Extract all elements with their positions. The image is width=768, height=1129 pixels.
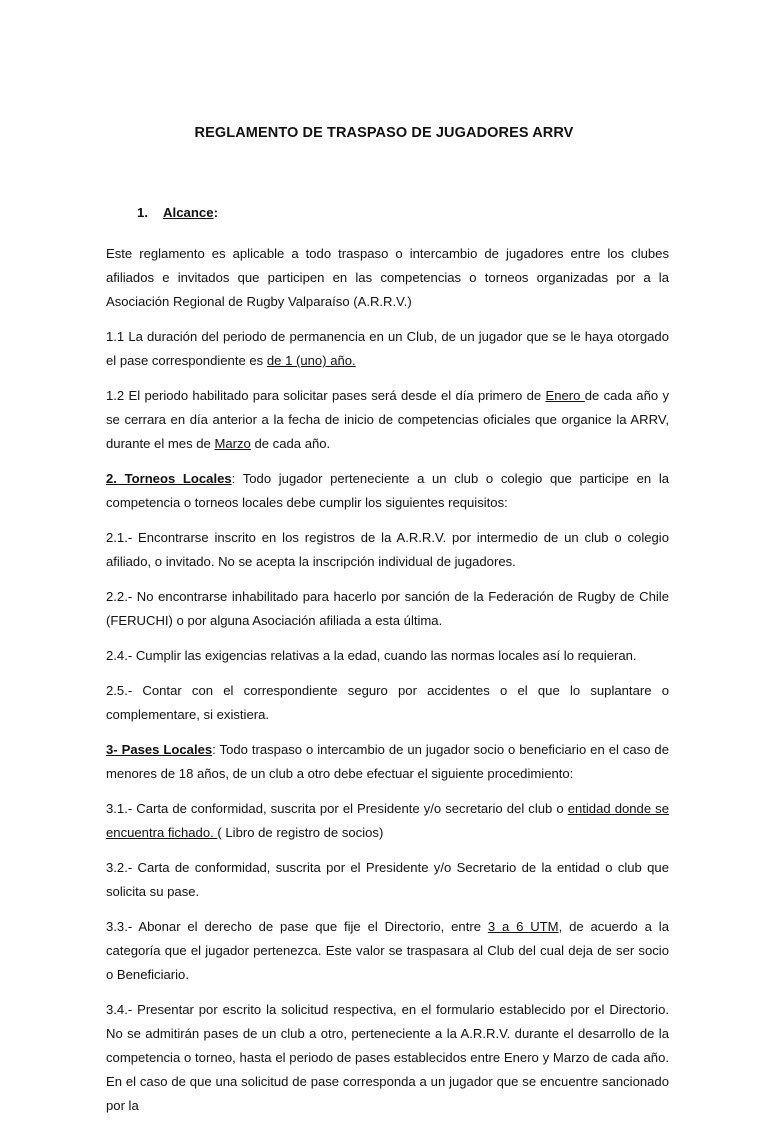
- section-suffix: :: [213, 205, 218, 220]
- underlined-text: Marzo: [214, 436, 251, 451]
- underlined-text: 3 a 6 UTM: [487, 919, 559, 934]
- paragraph-text: 3.3.- Abonar el derecho de pase que fije el Directorio, entre: [106, 919, 488, 934]
- paragraph-text: 2.2.- No encontrarse inhabilitado para hacerlo por sanción de la Federación de Rugby de Chile (FERUCHI) o por alguna Asociación afiliada a esta última.: [106, 589, 669, 628]
- paragraph: [106, 856, 669, 904]
- section-label: Alcance: [163, 205, 214, 220]
- paragraph-text: 2.5.- Contar con el correspondiente seguro por accidentes o el que lo suplantare o complementare, si existiera.: [106, 683, 669, 722]
- paragraph-text: de cada año y se cerrara en día anterior a la fecha de inicio de competencias oficiales que organice la ARRV, durante el mes de: [106, 388, 669, 451]
- paragraph: [106, 526, 669, 574]
- paragraph-text: 3.1.- Carta de conformidad, suscrita por el Presidente y/o secretario del club o: [106, 801, 568, 816]
- paragraph: [106, 384, 669, 456]
- paragraph: [106, 242, 669, 314]
- paragraph-text: , de acuerdo a la categoría que el jugador pertenezca. Este valor se traspasara al Club del cual deja de ser socio o Beneficiario.: [106, 919, 669, 982]
- paragraph-text: Este reglamento es aplicable a todo traspaso o intercambio de jugadores entre los clubes afiliados e invitados que participen en las competencias o torneos organizadas por a la Asociación Regional de Rugby Valparaíso (A.R.R.V.): [106, 246, 669, 309]
- paragraph-text: 3.4.- Presentar por escrito la solicitud respectiva, en el formulario establecido por el Directorio. No se admitirán pases de un club a otro, perteneciente a la A.R.R.V. durante el desarrollo de la competencia o torneo, hasta el periodo de pases establecidos entre Enero y Marzo de cada año. En el caso de que una solicitud de pase corresponda a un jugador que se encuentre sancionado por la: [106, 1002, 669, 1113]
- paragraph-text: 2.4.- Cumplir las exigencias relativas a la edad, cuando las normas locales así lo requieran.: [106, 648, 637, 663]
- paragraph-text: 1.1 La duración del periodo de permanencia en un Club, de un jugador que se le haya otorgado el pase correspondiente es: [106, 329, 669, 368]
- section-heading-alcance: [137, 205, 218, 220]
- paragraph-text: ( Libro de registro de socios): [217, 825, 384, 840]
- paragraph-text: 3.2.- Carta de conformidad, suscrita por el Presidente y/o Secretario de la entidad o club que solicita su pase.: [106, 860, 669, 899]
- paragraph-text: : Todo traspaso o intercambio de un jugador socio o beneficiario en el caso de menores de 18 años, de un club a otro debe efectuar el siguiente procedimiento:: [106, 742, 669, 781]
- paragraph-text: 1.2 El periodo habilitado para solicitar pases será desde el día primero de: [106, 388, 546, 403]
- document-body: [106, 242, 669, 1129]
- paragraph: [106, 998, 669, 1118]
- section-number: 1.: [137, 205, 148, 220]
- paragraph-text: : Todo jugador perteneciente a un club o colegio que participe en la competencia o torneos locales debe cumplir los siguientes requisitos:: [106, 471, 670, 510]
- paragraph-text: 2.1.- Encontrarse inscrito en los registros de la A.R.R.V. por intermedio de un club o colegio afiliado, o invitado. No se acepta la inscripción individual de jugadores.: [106, 530, 669, 569]
- paragraph-text: de cada año.: [250, 436, 331, 451]
- paragraph: [106, 738, 669, 786]
- paragraph: [106, 797, 669, 845]
- paragraph: [106, 679, 669, 727]
- paragraph: [106, 585, 669, 633]
- underlined-text: entidad donde se encuentra fichado.: [106, 801, 669, 840]
- section-heading-text: 3- Pases Locales: [106, 742, 213, 757]
- paragraph: [106, 325, 669, 373]
- underlined-text: Enero: [545, 388, 585, 403]
- section-heading-text: 2. Torneos Locales: [106, 471, 232, 486]
- document-title: REGLAMENTO DE TRASPASO DE JUGADORES ARRV: [194, 125, 574, 141]
- underlined-text: de 1 (uno) año.: [266, 353, 356, 368]
- paragraph: [106, 467, 669, 515]
- paragraph: [106, 644, 669, 668]
- paragraph: [106, 915, 669, 987]
